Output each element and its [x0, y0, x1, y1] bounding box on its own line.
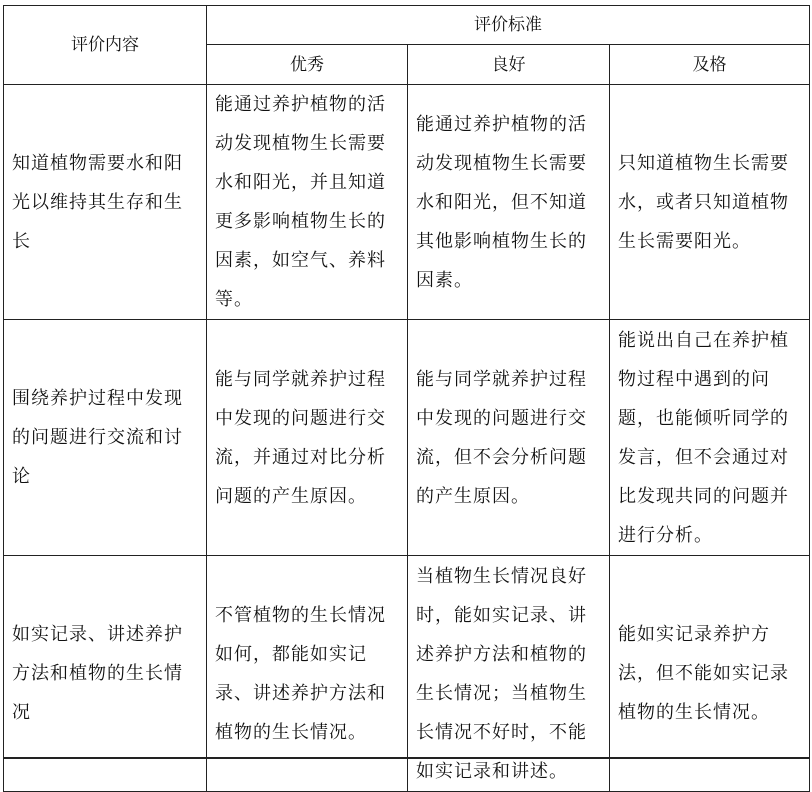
- row-content-cell: 围绕养护过程中发现的问题进行交流和讨论: [4, 320, 207, 556]
- evaluation-table: [3, 5, 810, 792]
- row-excellent-cell: 不管植物的生长情况如何，都能如实记录、讲述养护方法和植物的生长情况。: [207, 556, 408, 792]
- row-good-cell: 能通过养护植物的活动发现植物生长需要水和阳光，但不知道其他影响植物生长的因素。: [408, 85, 610, 320]
- row-excellent-cell: 能与同学就养护过程中发现的问题进行交流，并通过对比分析问题的产生原因。: [207, 320, 408, 556]
- row-excellent-cell: 能通过养护植物的活动发现植物生长需要水和阳光，并且知道更多影响植物生长的因素，如空气、养料等。: [207, 85, 408, 320]
- row-pass-cell: 能说出自己在养护植物过程中遇到的问题，也能倾听同学的发言，但不会通过对比发现共同的问题并进行分析。: [610, 320, 810, 556]
- row-content-cell: 如实记录、讲述养护方法和植物的生长情况: [4, 556, 207, 792]
- row-content-cell: 知道植物需要水和阳光以维持其生存和生长: [4, 85, 207, 320]
- row-pass-cell: 只知道植物生长需要水，或者只知道植物生长需要阳光。: [610, 85, 810, 320]
- row-good-cell: 能与同学就养护过程中发现的问题进行交流，但不会分析问题的产生原因。: [408, 320, 610, 556]
- table-row: [4, 85, 810, 320]
- header-level-pass: 及格: [610, 45, 810, 85]
- row-pass-cell: 能如实记录养护方法，但不能如实记录植物的生长情况。: [610, 556, 810, 792]
- header-row-top: [4, 6, 810, 45]
- header-level-excellent: 优秀: [207, 45, 408, 85]
- header-level-good: 良好: [408, 45, 610, 85]
- bottom-rule: [3, 757, 809, 759]
- header-standard-label: 评价标准: [207, 6, 810, 45]
- row-good-cell: 当植物生长情况良好时，能如实记录、讲述养护方法和植物的生长情况；当植物生长情况不好时，不能如实记录和讲述。: [408, 556, 610, 792]
- table-row: [4, 320, 810, 556]
- header-content-label: 评价内容: [4, 6, 207, 85]
